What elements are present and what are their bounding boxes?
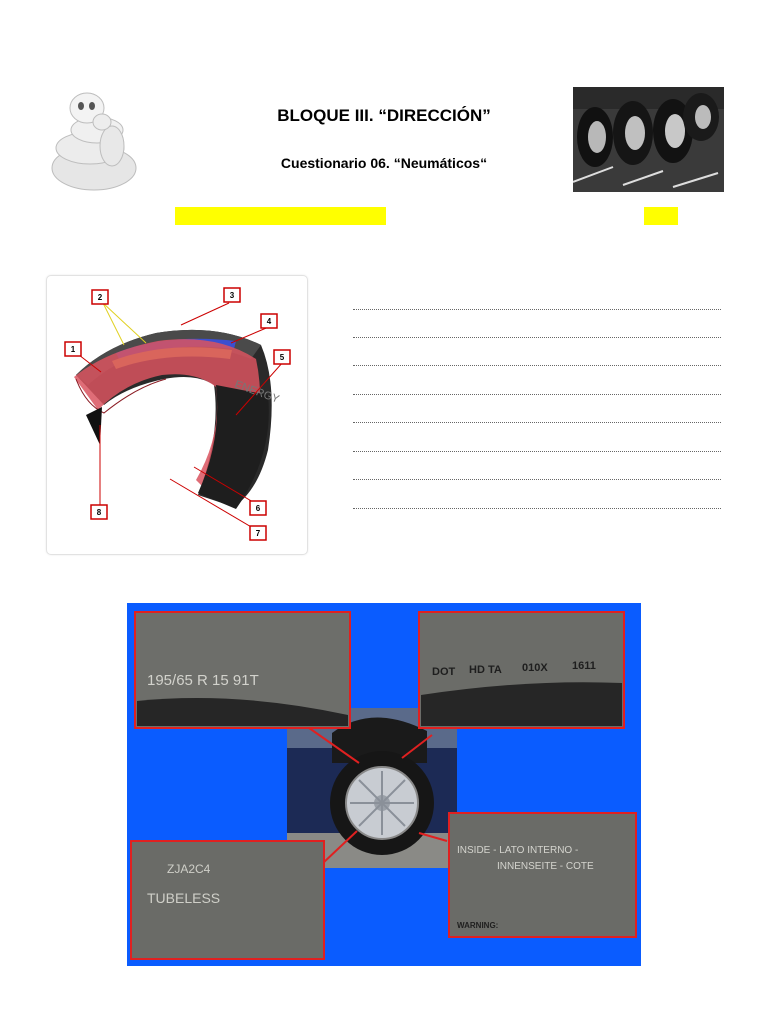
answer-line[interactable] <box>353 394 721 395</box>
diagram-label-4: 4 <box>266 317 272 326</box>
answer-line[interactable] <box>353 337 721 338</box>
answer-line[interactable] <box>353 365 721 366</box>
answer-line[interactable] <box>353 479 721 480</box>
answer-line[interactable] <box>353 309 721 310</box>
answer-line[interactable] <box>353 508 721 509</box>
diagram-label-1: 1 <box>70 345 76 354</box>
size-code-text: 010X <box>522 662 548 674</box>
date-code-text: 1611 <box>572 660 596 672</box>
page-title: BLOQUE III. “DIRECCIÓN” <box>277 106 491 125</box>
answer-line[interactable] <box>353 422 721 423</box>
answer-line[interactable] <box>353 451 721 452</box>
sidewall-brand-text: ENERGY <box>232 378 281 406</box>
diagram-label-6: 6 <box>255 504 261 513</box>
inside-marking-inset <box>449 813 636 937</box>
dot-text: DOT <box>432 666 456 678</box>
innenseite-text: INNENSEITE - COTE <box>497 861 594 872</box>
dot-code-inset <box>419 612 624 728</box>
tubeless-text: TUBELESS <box>147 890 221 906</box>
inside-text: INSIDE - LATO INTERNO - <box>457 845 579 856</box>
highlight-grade-field <box>644 207 678 225</box>
tires-photo <box>573 87 724 192</box>
warning-text: WARNING: <box>457 921 499 930</box>
tire-size-text: 195/65 R 15 91T <box>147 672 259 689</box>
michelin-mascot-logo <box>42 88 152 194</box>
tire-markings-collage <box>127 603 641 966</box>
plant-code-text: HD TA <box>469 664 502 676</box>
tire-cross-section-diagram <box>46 275 308 555</box>
highlight-name-field <box>175 207 386 225</box>
diagram-label-2: 2 <box>97 293 103 302</box>
diagram-label-3: 3 <box>229 291 235 300</box>
diagram-label-7: 7 <box>255 529 261 538</box>
sidewall-size-inset <box>135 612 350 728</box>
diagram-label-8: 8 <box>96 508 102 517</box>
tubeless-inset <box>131 841 324 959</box>
diagram-label-5: 5 <box>279 353 285 362</box>
serial-code-text: ZJA2C4 <box>167 862 211 876</box>
page-subtitle: Cuestionario 06. “Neumáticos“ <box>280 155 488 171</box>
